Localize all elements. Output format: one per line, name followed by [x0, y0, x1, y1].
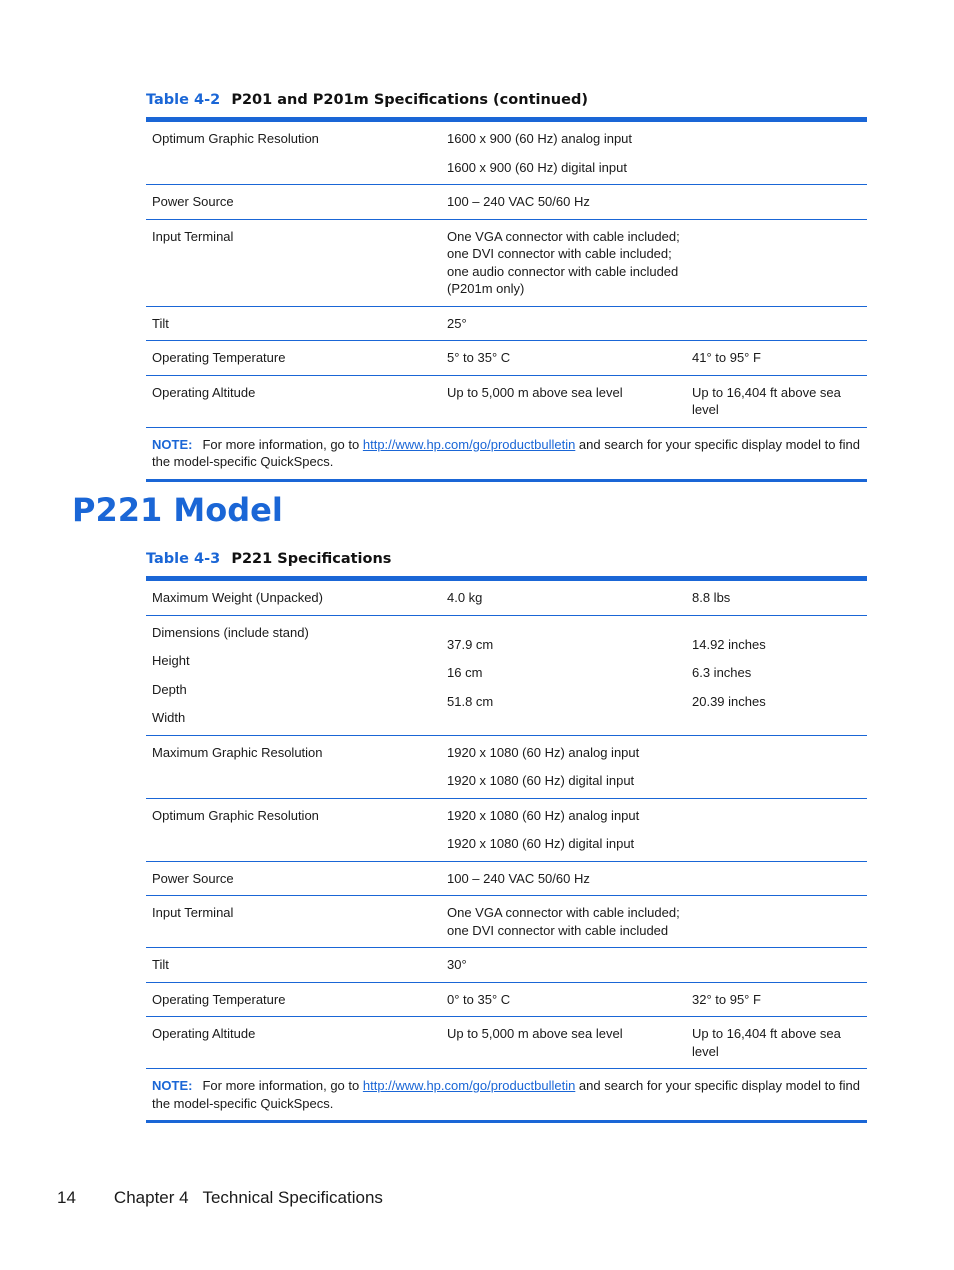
row-label: Optimum Graphic Resolution [146, 120, 441, 185]
row-label: Operating Temperature [146, 982, 441, 1017]
height-cm: 37.9 cm [447, 636, 494, 652]
value-line: One VGA connector with cable included; [447, 905, 680, 920]
table-4-2-caption [146, 92, 588, 108]
table-row [146, 375, 867, 427]
note [146, 427, 867, 480]
value-line: 1920 x 1080 (60 Hz) digital input [447, 773, 635, 788]
value-line: one audio connector with cable included [447, 263, 679, 279]
value-line: 1600 x 900 (60 Hz) analog input [447, 131, 633, 146]
table-row [146, 120, 867, 185]
productbulletin-link[interactable]: http://www.hp.com/go/productbulletin [362, 436, 576, 452]
table-row [146, 185, 867, 220]
table-row [146, 896, 867, 948]
depth-in: 6.3 inches [692, 665, 752, 680]
width-cm: 51.8 cm [447, 693, 494, 709]
table-row [146, 219, 867, 306]
table-row [146, 798, 867, 861]
section-heading: P221 Model [72, 491, 283, 529]
note-label: NOTE: [152, 1078, 193, 1093]
table-4-3-caption [146, 551, 391, 567]
row-value [441, 896, 867, 948]
value-line: 1920 x 1080 (60 Hz) analog input [447, 744, 640, 760]
row-label: Tilt [146, 948, 441, 983]
width-label: Width [152, 710, 186, 725]
note-text: and search for your specific display model to find the model-specific QuickSpecs. [152, 1078, 861, 1111]
row-label: Optimum Graphic Resolution [146, 798, 441, 861]
table-row [146, 341, 867, 376]
value-line: 1920 x 1080 (60 Hz) digital input [447, 836, 635, 851]
row-value-alt [686, 615, 867, 735]
row-value: 5° to 35° C [441, 341, 686, 376]
row-value-alt: 8.8 lbs [686, 579, 867, 616]
note-text: For more information, go to [202, 436, 363, 452]
row-value: 25° [441, 306, 867, 341]
table-row [146, 948, 867, 983]
row-label: Maximum Graphic Resolution [146, 735, 441, 798]
row-value [441, 219, 867, 306]
row-label: Input Terminal [146, 896, 441, 948]
table-row [146, 579, 867, 616]
table-number: Table 4-2 [146, 92, 221, 108]
table-row [146, 306, 867, 341]
page-number: 14 [57, 1188, 76, 1207]
row-value [441, 120, 867, 185]
height-label: Height [152, 653, 190, 668]
note-text: and search for your specific display model to find the model-specific QuickSpecs. [152, 436, 861, 469]
table-title: P221 Specifications [231, 551, 392, 567]
row-label: Power Source [146, 861, 441, 896]
depth-cm: 16 cm [447, 665, 483, 680]
page-footer [57, 1188, 383, 1208]
value-line: one DVI connector with cable included [447, 922, 669, 938]
row-value-alt: 41° to 95° F [686, 341, 867, 376]
row-value-alt: Up to 16,404 ft above sea level [686, 375, 867, 427]
row-value: Up to 5,000 m above sea level [441, 1017, 686, 1069]
row-value: 100 – 240 VAC 50/60 Hz [441, 185, 867, 220]
value-line: one DVI connector with cable included; [447, 246, 672, 261]
note-row [146, 427, 867, 480]
value-line: One VGA connector with cable included; [447, 228, 680, 244]
row-value: 100 – 240 VAC 50/60 Hz [441, 861, 867, 896]
note-row [146, 1069, 867, 1122]
row-value: 4.0 kg [441, 579, 686, 616]
value-line: 1600 x 900 (60 Hz) digital input [447, 159, 627, 175]
table-title: P201 and P201m Specifications (continued) [231, 92, 588, 108]
p201-spec-table [146, 117, 867, 482]
width-in: 20.39 inches [692, 693, 766, 709]
row-value: Up to 5,000 m above sea level [441, 375, 686, 427]
table-row [146, 1017, 867, 1069]
note [146, 1069, 867, 1122]
productbulletin-link[interactable]: http://www.hp.com/go/productbulletin [362, 1078, 576, 1093]
row-label: Operating Altitude [146, 375, 441, 427]
row-label: Input Terminal [146, 219, 441, 306]
row-label: Tilt [146, 306, 441, 341]
p221-spec-table [146, 576, 867, 1123]
row-value-alt: Up to 16,404 ft above sea level [686, 1017, 867, 1069]
table-row [146, 615, 867, 735]
table-row [146, 982, 867, 1017]
dims-label: Dimensions (include stand) [152, 624, 309, 640]
row-label: Operating Altitude [146, 1017, 441, 1069]
row-value [441, 798, 867, 861]
table-row [146, 735, 867, 798]
row-value: 0° to 35° C [441, 982, 686, 1017]
row-label: Maximum Weight (Unpacked) [146, 579, 441, 616]
row-label [146, 615, 441, 735]
row-label: Power Source [146, 185, 441, 220]
note-label: NOTE: [152, 436, 193, 452]
row-value: 30° [441, 948, 867, 983]
row-value [441, 735, 867, 798]
row-value [441, 615, 686, 735]
row-value-alt: 32° to 95° F [686, 982, 867, 1017]
table-number: Table 4-3 [146, 551, 221, 567]
height-in: 14.92 inches [692, 636, 766, 652]
value-line: (P201m only) [447, 281, 525, 296]
value-line: 1920 x 1080 (60 Hz) analog input [447, 807, 640, 823]
depth-label: Depth [152, 681, 187, 697]
chapter-title: Chapter 4 Technical Specifications [113, 1188, 383, 1207]
row-label: Operating Temperature [146, 341, 441, 376]
note-text: For more information, go to [202, 1078, 363, 1093]
table-row [146, 861, 867, 896]
